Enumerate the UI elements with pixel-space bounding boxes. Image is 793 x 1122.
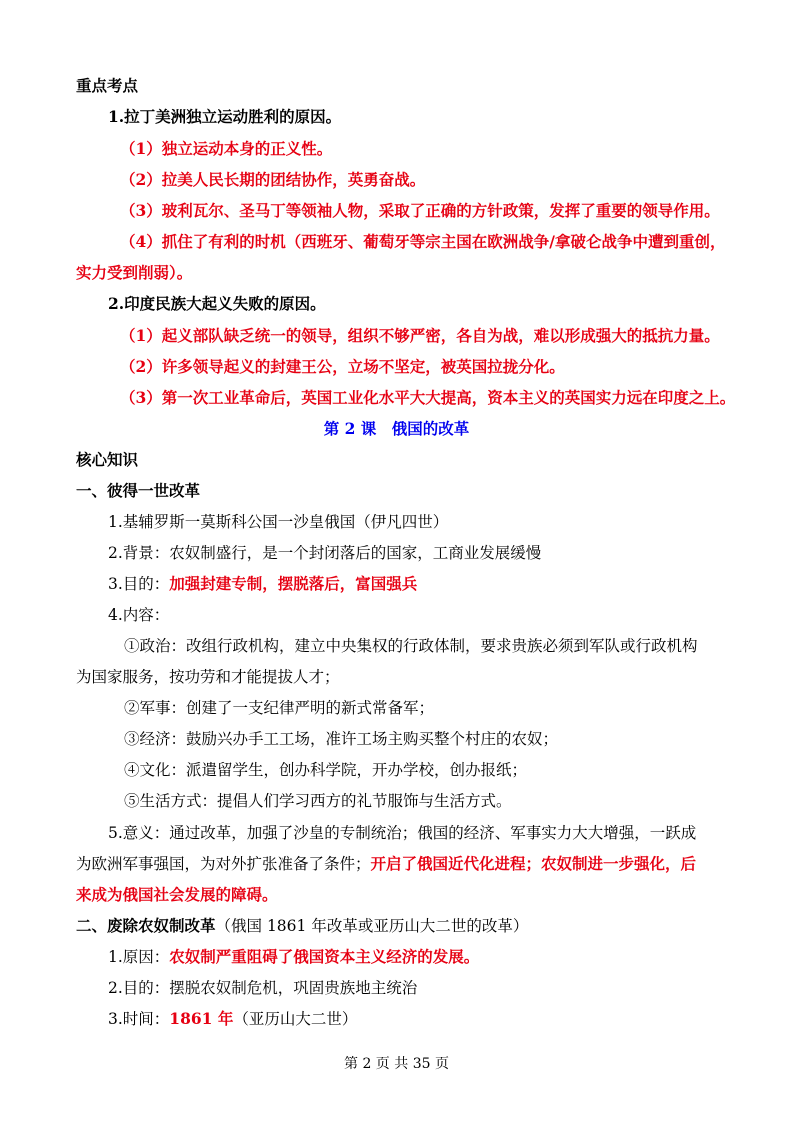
part2-item-2: 2.目的：摆脱农奴制危机，巩固贵族地主统治 [108, 979, 418, 997]
part1-item-3 [108, 574, 752, 594]
part2-item-3 [108, 1009, 752, 1029]
content-lifestyle: ⑤生活方式：提倡人们学习西方的礼节服饰与生活方式。 [124, 792, 512, 810]
part1-item-5-highlight: 开启了俄国近代化进程；农奴制进一步强化，后 [370, 854, 697, 873]
lesson-title: 第 2 课 俄国的改革 [323, 419, 470, 438]
content-culture: ④文化：派遣留学生，创办科学院，开办学校，创办报纸； [124, 761, 528, 779]
part1-item-5-line3: 来成为俄国社会发展的障碍。 [76, 885, 278, 904]
part1-item-5-plain: 为欧洲军事强国，为对外扩张准备了条件； [76, 855, 371, 873]
content-military: ②军事：创建了一支纪律严明的新式常备军； [124, 699, 435, 717]
part2-item-1-value: 农奴制严重阻碍了俄国资本主义经济的发展。 [169, 947, 480, 966]
content-economy: ③经济：鼓励兴办手工工场，准许工场主购买整个村庄的农奴； [124, 730, 559, 748]
part2-heading-note: （俄国 1861 年改革或亚历山大二世的改革） [215, 917, 529, 935]
part1-heading: 一、彼得一世改革 [76, 481, 201, 500]
content-politics-continued: 为国家服务，按功劳和才能提拔人才； [76, 668, 340, 686]
part1-item-2: 2.背景：农奴制盛行，是一个封闭落后的国家，工商业发展缓慢 [108, 544, 542, 562]
part1-item-5-line2 [76, 854, 720, 874]
part1-item-3-label: 3.目的： [108, 575, 170, 593]
q2-item-2: （2）许多领导起义的封建王公，立场不坚定，被英国拉拢分化。 [120, 357, 565, 376]
q1-item-1: （1）独立运动本身的正义性。 [120, 139, 333, 158]
q1-item-4-continued: 实力受到削弱）。 [76, 263, 193, 282]
section-heading-key-points: 重点考点 [76, 76, 139, 95]
part2-item-3-note: （亚历山大二世） [233, 1010, 358, 1028]
part2-heading [76, 916, 720, 936]
q1-item-2: （2）拉美人民长期的团结协作，英勇奋战。 [120, 170, 426, 189]
q1-item-3: （3）玻利瓦尔、圣马丁等领袖人物，采取了正确的方针政策，发挥了重要的领导作用。 [120, 201, 720, 220]
content-politics: ①政治：改组行政机构，建立中央集权的行政体制，要求贵族必须到军队或行政机构 [124, 637, 698, 655]
part2-item-1 [108, 947, 752, 967]
q2-item-1: （1）起义部队缺乏统一的领导，组织不够严密，各自为战，难以形成强大的抵抗力量。 [120, 326, 720, 345]
part1-item-1: 1.基辅罗斯一莫斯科公国一沙皇俄国（伊凡四世） [108, 513, 449, 531]
q1-item-4: （4）抓住了有利的时机（西班牙、葡萄牙等宗主国在欧洲战争/拿破仑战争中遭到重创， [120, 232, 726, 251]
part1-item-4: 4.内容： [108, 606, 170, 624]
part1-item-5: 5.意义：通过改革，加强了沙皇的专制统治；俄国的经济、军事实力大大增强，一跃成 [108, 824, 697, 842]
question-2: 2.印度民族大起义失败的原因。 [108, 294, 326, 313]
q2-item-3: （3）第一次工业革命后，英国工业化水平大大提高，资本主义的英国实力远在印度之上。 [120, 388, 736, 407]
core-knowledge-heading: 核心知识 [76, 450, 139, 469]
page-footer: 第 2 页 共 35 页 [344, 1056, 449, 1072]
part2-item-1-label: 1.原因： [108, 948, 170, 966]
question-1: 1.拉丁美洲独立运动胜利的原因。 [108, 107, 342, 126]
part2-heading-title: 二、废除农奴制改革 [76, 916, 216, 935]
part2-item-3-label: 3.时间： [108, 1010, 170, 1028]
part2-item-3-value: 1861 年 [169, 1009, 234, 1028]
part1-item-3-value: 加强封建专制，摆脱落后，富国强兵 [169, 574, 418, 593]
